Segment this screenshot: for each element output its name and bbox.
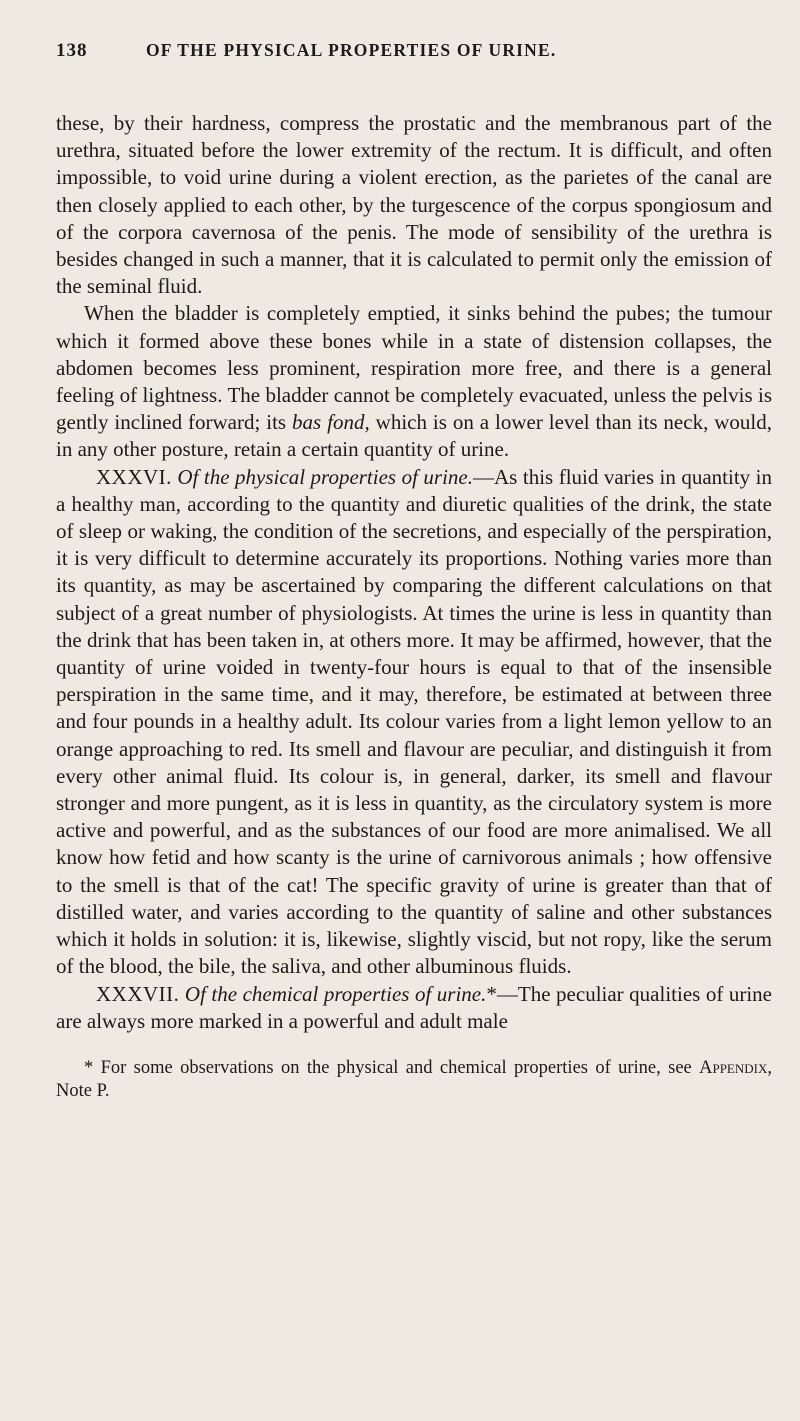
section-number: XXXVI.	[96, 464, 172, 489]
section-title: Of the physical properties of urine.	[177, 464, 474, 489]
paragraph-text: which is on a lower level than its neck, would, in any other posture, retain a certain quantity of urine.	[56, 410, 772, 462]
running-head	[56, 40, 772, 72]
section-text: *—The peculiar qualities of urine are always more marked in a powerful and adult male	[56, 981, 772, 1033]
paragraph-bladder-emptied	[56, 300, 772, 463]
section-number: XXXVII.	[96, 981, 180, 1006]
footnote	[56, 1057, 772, 1104]
footnote-smallcaps: Appendix	[699, 1057, 768, 1078]
paragraph-text: When the bladder is completely emptied, it sinks behind the pubes; the tumour which it formed above these bones while in a state of distension collapses, the abdomen becomes less prominent, respiration more free, and there is a general feeling of lightness. The bladder cannot be completely evacuated, unless the pelvis is gently inclined forward; its	[56, 301, 772, 435]
book-page	[56, 40, 772, 1410]
section-xxxvi	[56, 464, 772, 981]
section-xxxvii	[56, 981, 772, 1035]
footnote-text	[56, 1057, 772, 1104]
section-title: Of the chemical properties of urine.	[184, 981, 487, 1006]
footnote-text-part: , Note P.	[56, 1057, 772, 1102]
running-title: OF THE PHYSICAL PROPERTIES OF URINE.	[146, 40, 557, 60]
section-text: —As this fluid varies in quantity in a healthy man, according to the quantity and diuretic qualities of the drink, the state of sleep or waking, the condition of the secretions, and especially of the perspiration, it is very difficult to determine accurately its proportions. Nothing varies more than its quantity, as may be ascertained by comparing the different calculations on that subject of a great number of physiologists. At times the urine is less in quantity than the drink that has been taken in, at others more. It may be affirmed, however, that the quantity of urine voided in twenty-four hours is equal to that of the insensible perspiration in the same time, and it may, therefore, be estimated at between three and four pounds in a healthy adult. Its colour varies from a light lemon yellow to an orange approaching to red. Its smell and flavour are peculiar, and distinguish it from every other animal fluid. Its colour is, in general, darker, its smell and flavour stronger and more pungent, as it is less in quantity, as the circulatory system is more active and powerful, and as the substances of our food are more animalised. We all know how fetid and how scanty is the urine of carnivorous animals ; how offensive to the smell is that of the cat! The specific gravity of urine is greater than that of distilled water, and varies according to the quantity of saline and other substances which it holds in solution: it is, likewise, slightly viscid, but not ropy, like the serum of the blood, the bile, the saliva, and other albuminous fluids.	[56, 464, 772, 979]
page-number: 138	[56, 40, 88, 61]
paragraph-continuation: these, by their hardness, compress the prostatic and the membranous part of the urethra, situated before the lower extremity of the rectum. It is difficult, and often impossible, to void urine during a violent erection, as the parietes of the canal are then closely applied to each other, by the turgescence of the corpus spongiosum and of the corpora cavernosa of the penis. The mode of sensibility of the urethra is besides changed in such a manner, that it is calculated to permit only the emission of the seminal fluid.	[56, 111, 772, 299]
italic-term: bas fond,	[292, 410, 370, 435]
footnote-text-part: * For some observations on the physical and chemical properties of urine, see	[84, 1057, 700, 1078]
body-text	[56, 110, 772, 1035]
